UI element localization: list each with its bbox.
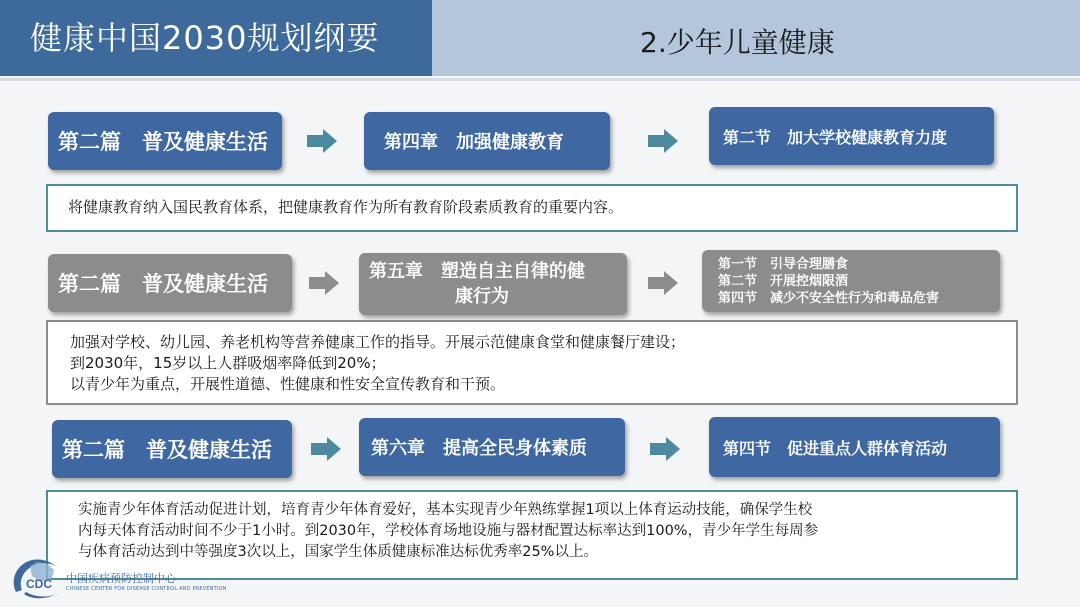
row1-arrow-1-icon: [323, 129, 337, 153]
row1-description-line-1: 将健康教育纳入国民教育体系，把健康教育作为所有教育阶段素质教育的重要内容。: [68, 198, 624, 216]
row2-section-3-label: 第四节 减少不安全性行为和毒品危害: [718, 290, 940, 306]
row2-description-line-3: 以青少年为重点，开展性道德、性健康和性安全宣传教育和干预。: [70, 375, 506, 393]
slide-section-title: 2.少年儿童健康: [640, 26, 835, 59]
row1-section-box: [709, 107, 994, 165]
row3-part-box: [52, 420, 292, 478]
row3-description-line-2: 内每天体育活动时间不少于1小时。到2030年，学校体育场地设施与器材配置达标率达到100%，青少年学生每周参: [78, 523, 819, 539]
row1-section-label: 第二节 加大学校健康教育力度: [723, 127, 948, 147]
row1-description: [46, 184, 1018, 232]
logo-abbr: CDC: [26, 577, 52, 591]
row3-description-line-1: 实施青少年体育活动促进计划，培育青少年体育爱好，基本实现青少年熟练掌握1项以上体育运动技能，确保学生校: [78, 502, 813, 518]
row1-part-box: [48, 112, 282, 170]
row3-section-label: 第四节 促进重点人群体育活动: [723, 438, 948, 458]
row2-description: [46, 320, 1018, 405]
row2-section-box: [702, 250, 1000, 312]
row2-description-line-1: 加强对学校、幼儿园、养老机构等营养健康工作的指导。开展示范健康食堂和健康餐厅建设；: [70, 333, 686, 351]
logo-name-en: CHINESE CENTER FOR DISEASE CONTROL AND PREVENTION: [66, 586, 227, 592]
row2-part-box: [48, 254, 292, 312]
row2-arrow-2-icon: [664, 271, 678, 295]
logo-name-cn: 中国疾病预防控制中心: [66, 572, 176, 585]
row2-chapter-box: [359, 253, 627, 315]
row3-chapter-box: [359, 418, 625, 476]
row3-section-box: [709, 417, 1000, 477]
row1-arrow-2-icon: [664, 129, 678, 153]
row1-chapter-box: [364, 112, 610, 170]
header-divider: [0, 78, 1080, 81]
slide-title: 健康中国2030规划纲要: [0, 0, 432, 76]
row2-arrow-1-icon: [325, 271, 339, 295]
row3-chapter-label: 第六章 提高全民身体素质: [371, 438, 587, 459]
row3-description-line-3: 与体育活动达到中等强度3次以上，国家学生体质健康标准达标优秀率25%以上。: [78, 544, 598, 560]
row2-chapter-line-1: 第五章 塑造自主自律的健: [369, 261, 585, 282]
row2-section-1-label: 第一节 引导合理膳食: [718, 256, 849, 272]
row1-chapter-label: 第四章 加强健康教育: [384, 132, 564, 153]
row3-part-label: 第二篇 普及健康生活: [62, 438, 272, 462]
row1-part-label: 第二篇 普及健康生活: [58, 130, 268, 154]
row3-arrow-2-icon: [666, 437, 680, 461]
row2-description-line-2: 到2030年，15岁以上人群吸烟率降低到20%；: [70, 354, 386, 372]
row3-arrow-1-icon: [327, 437, 341, 461]
row2-section-2-label: 第二节 开展控烟限酒: [718, 273, 849, 289]
row2-chapter-line-2: 康行为: [455, 286, 509, 307]
row2-part-label: 第二篇 普及健康生活: [58, 272, 268, 296]
